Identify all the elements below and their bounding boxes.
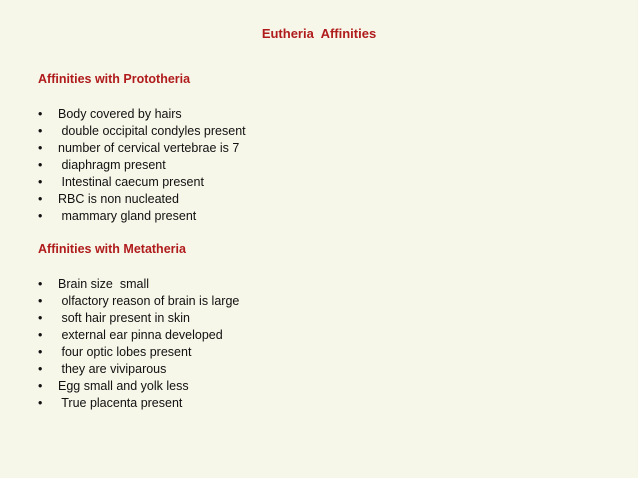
list-item-text: Brain size small [58,277,149,291]
list-item [38,174,246,191]
bullet-icon: • [38,362,43,376]
list-item-text: Body covered by hairs [58,107,182,121]
list-item-text: RBC is non nucleated [58,192,179,206]
bullet-list-prototheria [38,106,246,225]
bullet-icon: • [38,124,43,138]
list-item [38,276,239,293]
list-item-text: they are viviparous [58,362,167,376]
list-item-text: diaphragm present [58,158,166,172]
list-item [38,395,239,412]
list-item [38,361,239,378]
bullet-icon: • [38,311,43,325]
list-item-text: Intestinal caecum present [58,175,204,189]
list-item-text: Egg small and yolk less [58,379,189,393]
bullet-icon: • [38,158,43,172]
list-item-text: number of cervical vertebrae is 7 [58,141,240,155]
list-item-text: True placenta present [58,396,183,410]
bullet-icon: • [38,175,43,189]
list-item [38,106,246,123]
section-heading-metatheria: Affinities with Metatheria [38,242,186,256]
list-item [38,293,239,310]
bullet-icon: • [38,277,43,291]
bullet-icon: • [38,294,43,308]
section-heading-prototheria: Affinities with Prototheria [38,72,191,86]
bullet-icon: • [38,345,43,359]
list-item [38,327,239,344]
list-item [38,123,246,140]
list-item-text: external ear pinna developed [58,328,223,342]
bullet-icon: • [38,396,43,410]
bullet-icon: • [38,141,43,155]
list-item-text: double occipital condyles present [58,124,246,138]
list-item-text: four optic lobes present [58,345,192,359]
bullet-icon: • [38,328,43,342]
list-item-text: soft hair present in skin [58,311,191,325]
list-item [38,310,239,327]
list-item [38,157,246,174]
list-item [38,140,246,157]
list-item [38,344,239,361]
list-item [38,208,246,225]
list-item [38,191,246,208]
bullet-icon: • [38,107,43,121]
bullet-list-metatheria [38,276,239,412]
slide-title: Eutheria Affinities [261,26,377,41]
bullet-icon: • [38,379,43,393]
list-item [38,378,239,395]
list-item-text: olfactory reason of brain is large [58,294,240,308]
list-item-text: mammary gland present [58,209,197,223]
bullet-icon: • [38,192,43,206]
bullet-icon: • [38,209,43,223]
